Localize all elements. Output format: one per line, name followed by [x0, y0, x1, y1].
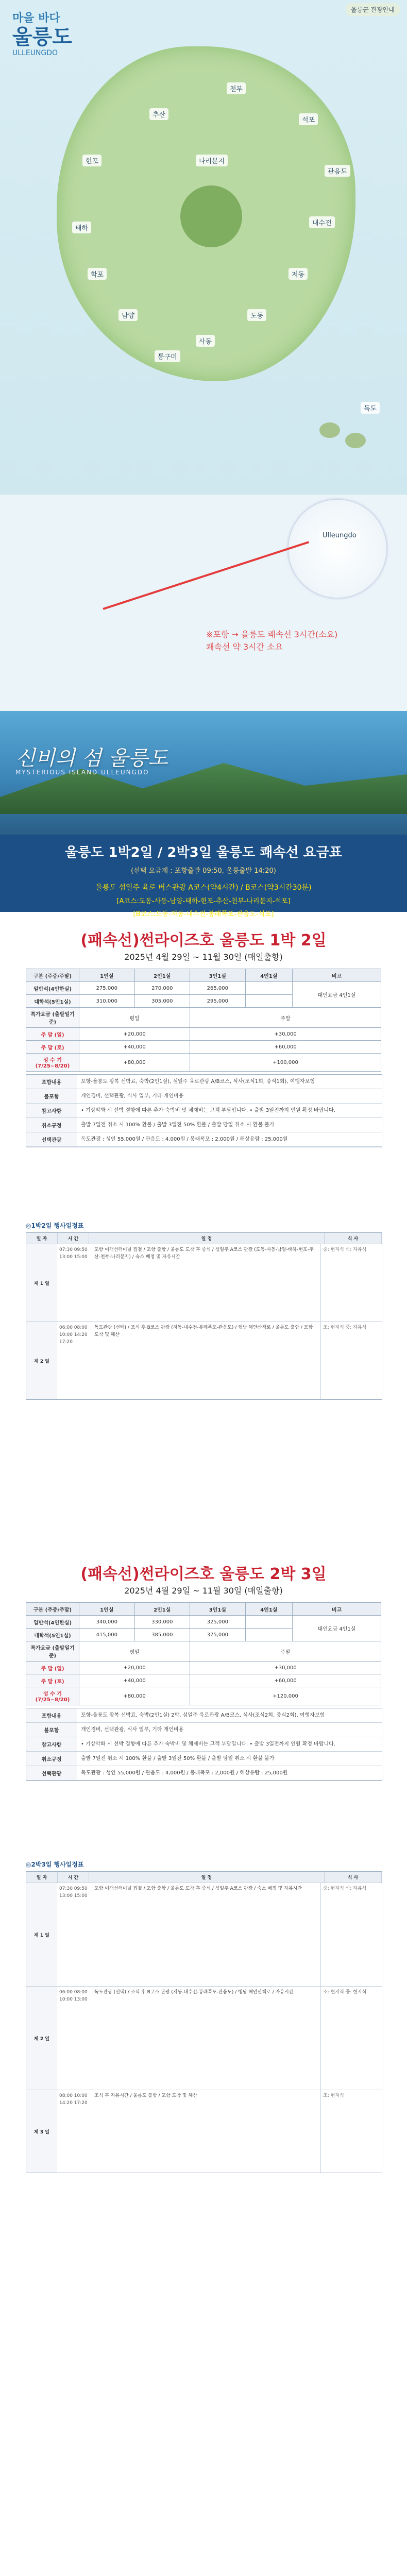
package1-title: (패속선)썬라이즈호 울릉도 1박 2일 — [80, 931, 327, 950]
place-label: 태하 — [72, 222, 91, 233]
schedule-header-cell: 시 간 — [58, 1872, 89, 1883]
note-value: 독도관광 : 성인 55,000원 / 관음도 : 4,000원 / 봉래폭포 : 2,000원 / 해상유람 : 25,000원 — [81, 1770, 288, 1776]
note-key: 참고사항 — [26, 1104, 77, 1117]
table-cell: 평일 — [79, 1641, 190, 1662]
table-header: 1인실 — [79, 969, 135, 982]
schedule-time: 06:00 08:00 10:00 14:20 17:20 — [59, 1325, 88, 1345]
table-cell: 385,000 — [134, 1629, 190, 1641]
schedule-desc: 포항 여객선터미널 집결 / 포항 출항 / 울릉도 도착 후 중식 / 섬일주 A코스 관광 / 숙소 배정 및 자유시간 — [94, 1886, 302, 1891]
table-cell: 270,000 — [134, 982, 190, 995]
table-header: 2인1실 — [134, 969, 190, 982]
schedule-header-cell: 시 간 — [58, 1233, 89, 1244]
note-row — [26, 1723, 382, 1737]
table-cell: 대인요금 4인1실 — [293, 1616, 381, 1641]
package2-notes — [26, 1708, 382, 1781]
schedule1-table — [26, 1232, 382, 1400]
schedule-header-cell: 식 사 — [325, 1233, 382, 1244]
fare-course-info: 울릉도 섬일주 육로 버스관광 A코스(약4시간) / B코스(약3시간30분) — [95, 884, 312, 892]
note-row — [26, 1104, 382, 1118]
schedule-meal: 중: 현지식 석: 자유식 — [320, 1883, 382, 1986]
place-label: 내수전 — [309, 216, 335, 228]
schedule2-title: ◎2박3일 행사일정표 — [26, 1861, 84, 1868]
table-cell: +30,000 — [190, 1662, 381, 1674]
note-row — [26, 1075, 382, 1089]
table-cell: 주 말 (일) — [26, 1028, 79, 1041]
route-circle — [289, 500, 386, 598]
package1-date: 2025년 4월 29일 ~ 11월 30일 (매일출항) — [124, 952, 283, 962]
note-row — [26, 1737, 382, 1752]
schedule-header-cell: 일 자 — [26, 1233, 58, 1244]
schedule-time: 08:00 10:00 14:20 17:20 — [59, 2093, 88, 2106]
table-cell: 대인요금 4인1실 — [293, 982, 381, 1008]
table-cell: +80,000 — [79, 1687, 190, 1705]
table-header: 4인1실 — [245, 1603, 292, 1616]
table-cell: 주 말 (토) — [26, 1041, 79, 1054]
table-cell: 주 말 (토) — [26, 1674, 79, 1687]
schedule-desc: 독도관광 (선택) / 조식 후 B코스 관광 (저동-내수전-봉래폭포-관음도) / 행남 해안산책로 / 자유시간 — [94, 1990, 294, 1995]
note-value: • 기상악화 시 선박 결항에 따른 추가 숙박비 및 체재비는 고객 부담입니다. • 출발 3일전까지 인원 확정 바랍니다. — [81, 1108, 335, 1113]
schedule-day — [26, 2090, 382, 2173]
table-cell: 310,000 — [79, 995, 135, 1008]
table-row — [26, 982, 381, 995]
note-key: 선택관광 — [26, 1766, 77, 1780]
schedule-day — [26, 1321, 382, 1399]
route-message — [206, 629, 337, 653]
table-header: 3인1실 — [190, 1603, 246, 1616]
place-label: 저동 — [289, 268, 308, 280]
schedule-desc: 포항 여객선터미널 집결 / 포항 출항 / 울릉도 도착 후 중식 / 섬일주 A코스 관광 (도동-사동-남양-태하-현포-추산-천부-나리분지) / 숙소 배정 및 자유시간 — [94, 1247, 314, 1260]
schedule-time: 07:30 09:50 13:00 15:00 — [59, 1886, 88, 1899]
table-cell: 295,000 — [190, 995, 246, 1008]
table-cell: +40,000 — [79, 1674, 190, 1687]
route-line — [103, 541, 309, 610]
schedule-day-label: 제 2 일 — [26, 1322, 57, 1399]
place-label: 추산 — [149, 108, 168, 120]
place-label: 남양 — [118, 309, 138, 321]
schedule-meal: 조: 현지식 중: 현지식 — [320, 1987, 382, 2090]
schedule-header-cell: 일 정 — [89, 1233, 325, 1244]
note-key: 선택관광 — [26, 1132, 77, 1146]
schedule-header-cell: 식 사 — [325, 1872, 382, 1883]
note-key: 취소규정 — [26, 1752, 77, 1766]
dokdo-east-islet — [319, 422, 340, 438]
fare-banner — [0, 835, 407, 918]
table-cell: 305,000 — [134, 995, 190, 1008]
note-value: 출발 7일전 취소 시 100% 환불 / 출발 3일전 50% 환불 / 출발 당일 취소 시 환불 불가 — [81, 1122, 275, 1128]
package1-price-table — [26, 969, 381, 1072]
table-cell: 대학석(5인1실) — [26, 995, 79, 1008]
table-cell: +30,000 — [190, 1028, 381, 1041]
note-value: 포항-울릉도 왕복 선박료, 숙박(2인1실), 섬일주 육로관광 A/B코스, 식사(조식1회, 중식1회), 여행자보험 — [81, 1079, 315, 1084]
map-badge: 울릉군 관광안내 — [346, 3, 400, 16]
table-cell: 성 수 기(7/25~8/20) — [26, 1054, 79, 1072]
schedule2-table — [26, 1871, 382, 2173]
fare-subheading: (선택 요금제 : 포항출발 09:50, 울릉출발 14:20) — [131, 867, 276, 875]
schedule-header — [26, 1872, 382, 1883]
table-row — [26, 1674, 381, 1687]
note-row — [26, 1132, 382, 1147]
table-cell: +80,000 — [79, 1054, 190, 1072]
table-cell — [245, 1629, 292, 1641]
table-row — [26, 1054, 381, 1072]
schedule-day — [26, 1244, 382, 1321]
table-cell: +20,000 — [79, 1028, 190, 1041]
table-cell: 265,000 — [190, 982, 246, 995]
place-label: 석포 — [299, 113, 318, 125]
table-cell: +20,000 — [79, 1662, 190, 1674]
table-row — [26, 1008, 381, 1028]
table-cell: 성 수 기(7/25~8/20) — [26, 1687, 79, 1705]
note-key: 포함내용 — [26, 1075, 77, 1089]
table-row — [26, 1041, 381, 1054]
fare-course-b: [B코스:도동-저동-내수전-봉래폭포-관음도-석포] — [133, 910, 274, 918]
place-label: 현포 — [82, 155, 101, 166]
table-cell: +60,000 — [190, 1674, 381, 1687]
schedule-time: 06:00 08:00 10:00 13:00 — [59, 1990, 88, 2002]
note-value: 출발 7일전 취소 시 100% 환불 / 출발 3일전 50% 환불 / 출발 당일 취소 시 환불 불가 — [81, 1756, 275, 1761]
route-message-line2: 쾌속선 약 3시간 소요 — [206, 642, 283, 652]
table-cell: 평일 — [79, 1008, 190, 1028]
schedule-day — [26, 1883, 382, 1986]
schedule-meal: 조: 현지식 중: 자유식 — [320, 1322, 382, 1399]
table-cell: 특가요금 (출발일기준) — [26, 1008, 79, 1028]
dokdo-label: 독도 — [361, 402, 380, 414]
note-row — [26, 1752, 382, 1766]
note-value: 개인경비, 선택관광, 식사 일부, 기타 개인비용 — [81, 1727, 184, 1733]
note-row — [26, 1708, 382, 1723]
table-cell — [245, 1616, 292, 1629]
table-row — [26, 1687, 381, 1705]
table-row — [26, 1028, 381, 1041]
table-header: 구분 (주중/주말) — [26, 1603, 79, 1616]
place-label: 통구미 — [155, 350, 180, 362]
table-header: 구분 (주중/주말) — [26, 969, 79, 982]
table-cell: +40,000 — [79, 1041, 190, 1054]
note-row — [26, 1766, 382, 1781]
schedule-header-cell: 일 자 — [26, 1872, 58, 1883]
table-row — [26, 1616, 381, 1629]
schedule-desc: 독도관광 (선택) / 조식 후 B코스 관광 (저동-내수전-봉래폭포-관음도) / 행남 해안산책로 / 울릉도 출항 / 포항 도착 및 해산 — [94, 1325, 313, 1337]
table-row — [26, 1662, 381, 1674]
table-header: 1인실 — [79, 1603, 135, 1616]
schedule-day-label: 제 1 일 — [26, 1244, 57, 1321]
schedule-day — [26, 1986, 382, 2090]
logo-line2: 울릉도 — [12, 25, 72, 49]
fare-heading: 울릉도 1박2일 / 2박3일 울릉도 쾌속선 요금표 — [64, 845, 343, 860]
table-cell: 275,000 — [79, 982, 135, 995]
dokdo-inset — [289, 392, 392, 484]
schedule-day-label: 제 3 일 — [26, 2090, 57, 2173]
route-label: Ulleungdo — [319, 531, 360, 540]
note-key: 포함내용 — [26, 1708, 77, 1722]
table-cell: 330,000 — [134, 1616, 190, 1629]
table-header: 비고 — [293, 1603, 381, 1616]
table-cell: +100,000 — [190, 1054, 381, 1072]
table-header: 3인1실 — [190, 969, 246, 982]
hero-title: 신비의 섬 울릉도 — [15, 747, 168, 770]
table-cell: 375,000 — [190, 1629, 246, 1641]
table-header: 비고 — [293, 969, 381, 982]
table-cell: 340,000 — [79, 1616, 135, 1629]
package2-price-table — [26, 1602, 381, 1705]
note-value: 개인경비, 선택관광, 식사 일부, 기타 개인비용 — [81, 1093, 184, 1099]
schedule-day-label: 제 1 일 — [26, 1883, 57, 1986]
logo-line1: 마을 바다 — [12, 12, 60, 25]
map-logo — [12, 9, 115, 71]
table-cell: 일반석(4인한실) — [26, 982, 79, 995]
place-label: 사동 — [196, 335, 215, 347]
table-cell: +60,000 — [190, 1041, 381, 1054]
route-message-line1: ※포항 → 울릉도 쾌속선 3시간(소요) — [206, 630, 338, 639]
table-cell: 주말 — [190, 1641, 381, 1662]
table-cell: 대학석(5인1실) — [26, 1629, 79, 1641]
table-cell: 325,000 — [190, 1616, 246, 1629]
table-cell: 주 말 (일) — [26, 1662, 79, 1674]
logo-line3: ULLEUNGDO — [12, 49, 58, 57]
note-row — [26, 1089, 382, 1104]
schedule-day-label: 제 2 일 — [26, 1987, 57, 2090]
hero-subtitle: MYSTERIOUS ISLAND ULLEUNGDO — [15, 769, 149, 776]
note-key: 참고사항 — [26, 1737, 77, 1751]
schedule-header — [26, 1233, 382, 1244]
schedule-time: 07:30 09:50 13:00 15:00 — [59, 1247, 88, 1260]
table-row — [26, 1641, 381, 1662]
table-cell: 주말 — [190, 1008, 381, 1028]
table-cell — [245, 995, 292, 1008]
note-key: 불포함 — [26, 1089, 77, 1103]
place-label: 관음도 — [325, 165, 350, 177]
table-cell: 특가요금 (출발일기준) — [26, 1641, 79, 1662]
place-label: 천부 — [227, 82, 246, 94]
table-cell: 일반석(4인한실) — [26, 1616, 79, 1629]
dokdo-west-islet — [345, 433, 366, 448]
note-key: 불포함 — [26, 1723, 77, 1737]
schedule-meal: 조: 현지식 — [320, 2090, 382, 2173]
schedule1-title: ◎1박2일 행사일정표 — [26, 1222, 84, 1229]
package2-date: 2025년 4월 29일 ~ 11월 30일 (매일출항) — [124, 1586, 283, 1596]
route-section — [0, 495, 407, 711]
hero-banner — [0, 711, 407, 835]
schedule-desc: 조식 후 자유시간 / 울릉도 출항 / 포항 도착 및 해산 — [94, 2093, 197, 2098]
table-header: 4인1실 — [245, 969, 292, 982]
schedule-header-cell: 일 정 — [89, 1872, 325, 1883]
package2-title: (패속선)썬라이즈호 울릉도 2박 3일 — [80, 1565, 327, 1583]
table-cell: 415,000 — [79, 1629, 135, 1641]
note-key: 취소규정 — [26, 1118, 77, 1132]
note-value: 독도관광 : 성인 55,000원 / 관음도 : 4,000원 / 봉래폭포 : 2,000원 / 해상유람 : 25,000원 — [81, 1137, 288, 1142]
note-row — [26, 1118, 382, 1132]
package1-notes — [26, 1074, 382, 1147]
note-value: • 기상악화 시 선박 결항에 따른 추가 숙박비 및 체재비는 고객 부담입니다. • 출발 3일전까지 인원 확정 바랍니다. — [81, 1741, 335, 1747]
fare-course-a: [A코스:도동-사동-남양-태하-현포-추산-천부-나리분지-석포] — [116, 897, 291, 905]
place-label: 나리분지 — [196, 155, 228, 166]
note-value: 포항-울릉도 왕복 선박료, 숙박(2인1실) 2박, 섬일주 육로관광 A/B코스, 식사(조식2회, 중식2회), 여행자보험 — [81, 1713, 325, 1718]
place-label: 학포 — [88, 268, 107, 280]
table-cell: +120,000 — [190, 1687, 381, 1705]
seonginbong-peak — [180, 185, 242, 247]
place-label: 도동 — [247, 309, 266, 321]
table-header: 2인1실 — [134, 1603, 190, 1616]
table-cell — [245, 982, 292, 995]
island-map — [0, 0, 407, 495]
schedule-meal: 중: 현지식 석: 자유식 — [320, 1244, 382, 1321]
